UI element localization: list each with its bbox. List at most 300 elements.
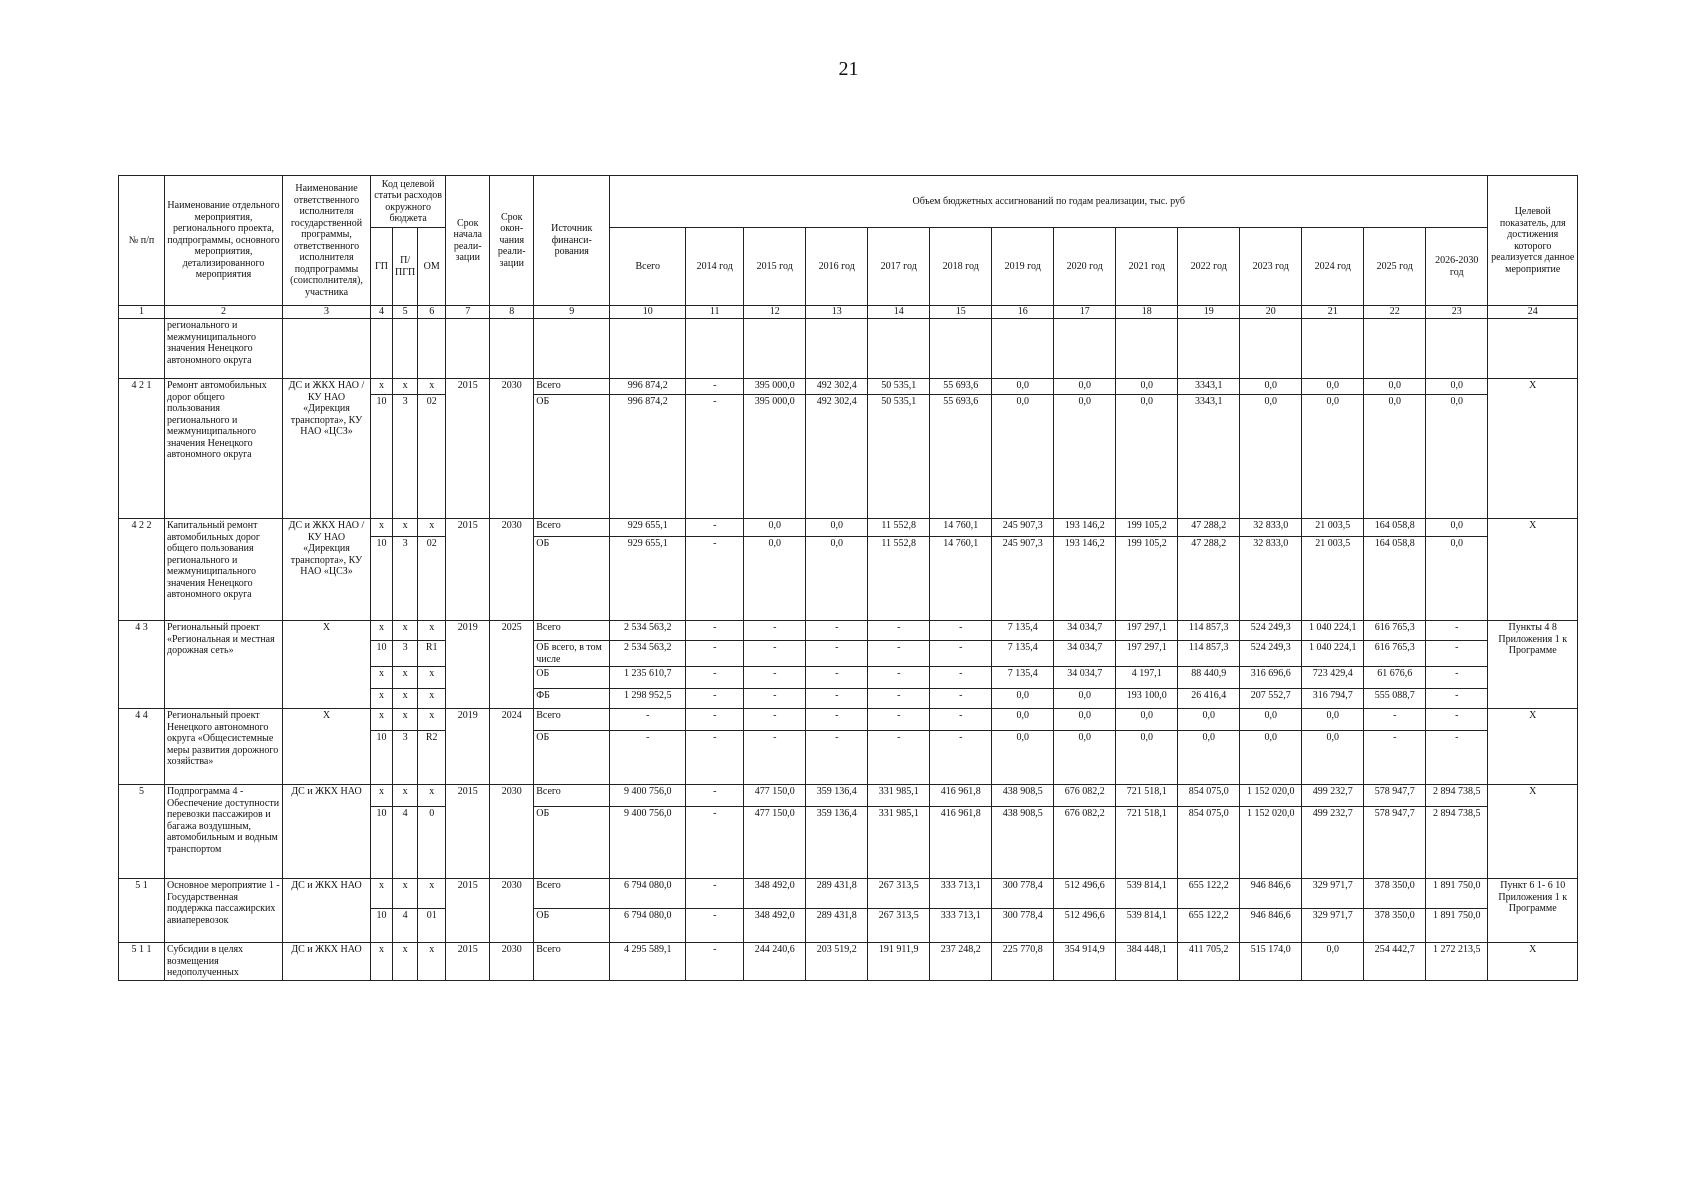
year-value-cell: 164 058,8	[1364, 537, 1426, 621]
code-cell: R2	[418, 731, 446, 785]
row-target: Х	[1488, 709, 1578, 785]
year-value-cell: -	[686, 807, 744, 879]
row-name: Региональный проект «Региональная и местная дорожная сеть»	[165, 621, 283, 709]
year-value-cell: 721 518,1	[1116, 785, 1178, 807]
code-cell: х	[418, 879, 446, 909]
col-number-19: 19	[1178, 306, 1240, 319]
year-value-cell: 34 034,7	[1054, 621, 1116, 641]
year-value-cell: -	[868, 709, 930, 731]
col-number-4: 4	[371, 306, 393, 319]
year-value-cell: 395 000,0	[744, 379, 806, 395]
source-cell: ОБ	[534, 667, 610, 689]
col-number-24: 24	[1488, 306, 1578, 319]
code-cell: х	[418, 667, 446, 689]
header-year-7: 2021 год	[1116, 228, 1178, 306]
year-value-cell: 0,0	[1426, 395, 1488, 519]
code-cell: х	[371, 667, 393, 689]
row-start: 2015	[446, 519, 490, 621]
year-value-cell: 34 034,7	[1054, 667, 1116, 689]
year-value-cell: 197 297,1	[1116, 621, 1178, 641]
year-value-cell: 1 040 224,1	[1302, 621, 1364, 641]
row-number: 5	[119, 785, 165, 879]
source-cell: Всего	[534, 879, 610, 909]
year-value-cell: 0,0	[992, 689, 1054, 709]
year-value-cell: 411 705,2	[1178, 943, 1240, 981]
code-cell: х	[393, 621, 418, 641]
row-start: 2019	[446, 709, 490, 785]
year-value-cell: 114 857,3	[1178, 641, 1240, 667]
year-value-cell: 329 971,7	[1302, 879, 1364, 909]
year-value-cell: 0,0	[1302, 731, 1364, 785]
code-cell: х	[393, 379, 418, 395]
code-cell: х	[371, 879, 393, 909]
total-cell: 929 655,1	[610, 519, 686, 537]
row-start: 2015	[446, 943, 490, 981]
year-value-cell: -	[1364, 709, 1426, 731]
code-cell: х	[371, 519, 393, 537]
year-value-cell: -	[806, 689, 868, 709]
total-cell: 6 794 080,0	[610, 909, 686, 943]
year-value-cell: 578 947,7	[1364, 785, 1426, 807]
year-value-cell: 193 146,2	[1054, 519, 1116, 537]
row-target: Пункт 6 1- 6 10 Приложения 1 к Программе	[1488, 879, 1578, 943]
code-cell: 02	[418, 395, 446, 519]
row-end: 2030	[490, 943, 534, 981]
code-cell: х	[393, 667, 418, 689]
year-value-cell: -	[744, 689, 806, 709]
year-value-cell: 555 088,7	[1364, 689, 1426, 709]
year-value-cell: 359 136,4	[806, 807, 868, 879]
year-value-cell: -	[686, 731, 744, 785]
year-value-cell: 416 961,8	[930, 785, 992, 807]
col-number-12: 12	[744, 306, 806, 319]
source-cell: Всего	[534, 379, 610, 395]
code-cell: 3	[393, 641, 418, 667]
row-start: 2015	[446, 379, 490, 519]
year-value-cell: 0,0	[1240, 709, 1302, 731]
year-value-cell: -	[1364, 731, 1426, 785]
code-cell: х	[371, 785, 393, 807]
year-value-cell: 359 136,4	[806, 785, 868, 807]
year-value-cell: 539 814,1	[1116, 909, 1178, 943]
header-year-4: 2018 год	[930, 228, 992, 306]
col-number-7: 7	[446, 306, 490, 319]
source-cell: ОБ	[534, 731, 610, 785]
year-value-cell: 499 232,7	[1302, 785, 1364, 807]
year-value-cell: -	[930, 641, 992, 667]
code-cell: R1	[418, 641, 446, 667]
year-value-cell: 244 240,6	[744, 943, 806, 981]
code-cell: х	[393, 709, 418, 731]
row-number: 4 2 2	[119, 519, 165, 621]
col-number-10: 10	[610, 306, 686, 319]
col-number-1: 1	[119, 306, 165, 319]
row-target: Х	[1488, 785, 1578, 879]
source-cell: ОБ	[534, 909, 610, 943]
header-year-3: 2017 год	[868, 228, 930, 306]
row-end: 2030	[490, 379, 534, 519]
year-value-cell: 416 961,8	[930, 807, 992, 879]
year-value-cell: 492 302,4	[806, 395, 868, 519]
year-value-cell: 254 442,7	[1364, 943, 1426, 981]
col-number-20: 20	[1240, 306, 1302, 319]
row-start: 2019	[446, 621, 490, 709]
header-total: Всего	[610, 228, 686, 306]
header-end: Срок окон- чания реали- зации	[490, 176, 534, 306]
year-value-cell: 14 760,1	[930, 519, 992, 537]
year-value-cell: 193 146,2	[1054, 537, 1116, 621]
year-value-cell: 0,0	[1054, 379, 1116, 395]
table-body	[119, 176, 1578, 981]
code-cell: 01	[418, 909, 446, 943]
year-value-cell: 524 249,3	[1240, 641, 1302, 667]
year-value-cell: -	[806, 641, 868, 667]
header-volume-group: Объем бюджетных ассигнований по годам реализации, тыс. руб	[610, 176, 1488, 228]
header-name: Наименование отдельного мероприятия, регионального проекта, подпрограммы, основного мероприятия, детализированного мероприятия	[165, 176, 283, 306]
table-row	[119, 943, 1578, 981]
year-value-cell: 676 082,2	[1054, 807, 1116, 879]
year-value-cell: 316 794,7	[1302, 689, 1364, 709]
year-value-cell: -	[930, 709, 992, 731]
year-value-cell: 11 552,8	[868, 519, 930, 537]
total-cell: 2 534 563,2	[610, 641, 686, 667]
year-value-cell: -	[930, 731, 992, 785]
code-cell: 10	[371, 537, 393, 621]
year-value-cell: -	[744, 641, 806, 667]
year-value-cell: 50 535,1	[868, 395, 930, 519]
code-cell: 4	[393, 807, 418, 879]
year-value-cell: -	[930, 689, 992, 709]
source-cell: ОБ	[534, 537, 610, 621]
year-value-cell: 0,0	[806, 537, 868, 621]
row-end: 2024	[490, 709, 534, 785]
year-value-cell: -	[1426, 641, 1488, 667]
total-cell: 996 874,2	[610, 379, 686, 395]
year-value-cell: -	[744, 667, 806, 689]
year-value-cell: 0,0	[1054, 689, 1116, 709]
year-value-cell: 578 947,7	[1364, 807, 1426, 879]
row-executor: ДС и ЖКХ НАО	[283, 879, 371, 943]
year-value-cell: 524 249,3	[1240, 621, 1302, 641]
table-row	[119, 785, 1578, 807]
year-value-cell: -	[806, 709, 868, 731]
year-value-cell: -	[686, 641, 744, 667]
year-value-cell: -	[806, 731, 868, 785]
year-value-cell: 331 985,1	[868, 807, 930, 879]
row-name: Подпрограмма 4 - Обеспечение доступности перевозки пассажиров и багажа воздушным, автомобильным и водным транспортом	[165, 785, 283, 879]
year-value-cell: 721 518,1	[1116, 807, 1178, 879]
year-value-cell: 0,0	[744, 519, 806, 537]
year-value-cell: 512 496,6	[1054, 879, 1116, 909]
total-cell: 2 534 563,2	[610, 621, 686, 641]
year-value-cell: 47 288,2	[1178, 537, 1240, 621]
year-value-cell: 26 416,4	[1178, 689, 1240, 709]
col-number-8: 8	[490, 306, 534, 319]
source-cell: ОБ	[534, 807, 610, 879]
code-cell: 10	[371, 395, 393, 519]
total-cell: -	[610, 709, 686, 731]
source-cell: Всего	[534, 943, 610, 981]
code-cell: х	[393, 689, 418, 709]
source-cell: Всего	[534, 621, 610, 641]
year-value-cell: 61 676,6	[1364, 667, 1426, 689]
row-number: 4 2 1	[119, 379, 165, 519]
year-value-cell: 616 765,3	[1364, 621, 1426, 641]
year-value-cell: 1 152 020,0	[1240, 785, 1302, 807]
row-target: Пункты 4 8 Приложения 1 к Программе	[1488, 621, 1578, 709]
year-value-cell: 11 552,8	[868, 537, 930, 621]
col-number-5: 5	[393, 306, 418, 319]
year-value-cell: -	[744, 731, 806, 785]
year-value-cell: 395 000,0	[744, 395, 806, 519]
code-cell: х	[393, 519, 418, 537]
year-value-cell: -	[686, 785, 744, 807]
year-value-cell: 199 105,2	[1116, 537, 1178, 621]
year-value-cell: 438 908,5	[992, 807, 1054, 879]
table-row	[119, 709, 1578, 731]
source-cell: Всего	[534, 709, 610, 731]
year-value-cell: 378 350,0	[1364, 879, 1426, 909]
row-target: Х	[1488, 379, 1578, 519]
row-executor: Х	[283, 621, 371, 709]
year-value-cell: 333 713,1	[930, 879, 992, 909]
header-row-1	[119, 176, 1578, 228]
year-value-cell: 0,0	[1302, 379, 1364, 395]
year-value-cell: -	[806, 667, 868, 689]
header-year-10: 2024 год	[1302, 228, 1364, 306]
year-value-cell: 300 778,4	[992, 879, 1054, 909]
year-value-cell: -	[686, 667, 744, 689]
col-number-2: 2	[165, 306, 283, 319]
row-number: 5 1	[119, 879, 165, 943]
code-cell: х	[418, 519, 446, 537]
year-value-cell: 329 971,7	[1302, 909, 1364, 943]
table-row	[119, 519, 1578, 537]
page-number: 21	[838, 58, 859, 80]
year-value-cell: 0,0	[1240, 395, 1302, 519]
code-cell: х	[418, 689, 446, 709]
year-value-cell: -	[806, 621, 868, 641]
year-value-cell: -	[686, 943, 744, 981]
row-executor: ДС и ЖКХ НАО /КУ НАО «Дирекция транспорта», КУ НАО «ЦСЗ»	[283, 519, 371, 621]
col-number-9: 9	[534, 306, 610, 319]
year-value-cell: -	[868, 731, 930, 785]
year-value-cell: 32 833,0	[1240, 537, 1302, 621]
year-value-cell: -	[1426, 689, 1488, 709]
year-value-cell: -	[686, 379, 744, 395]
row-number: 4 4	[119, 709, 165, 785]
code-cell: х	[393, 879, 418, 909]
total-cell: 996 874,2	[610, 395, 686, 519]
year-value-cell: 0,0	[1054, 731, 1116, 785]
row-number: 4 3	[119, 621, 165, 709]
year-value-cell: -	[868, 667, 930, 689]
year-value-cell: 1 152 020,0	[1240, 807, 1302, 879]
year-value-cell: 348 492,0	[744, 909, 806, 943]
source-cell: Всего	[534, 785, 610, 807]
total-cell: 9 400 756,0	[610, 785, 686, 807]
total-cell: 4 295 589,1	[610, 943, 686, 981]
year-value-cell: 0,0	[992, 395, 1054, 519]
year-value-cell: 21 003,5	[1302, 537, 1364, 621]
year-value-cell: 348 492,0	[744, 879, 806, 909]
column-number-row	[119, 306, 1578, 319]
code-cell: 10	[371, 731, 393, 785]
code-cell: х	[393, 785, 418, 807]
col-number-17: 17	[1054, 306, 1116, 319]
year-value-cell: 946 846,6	[1240, 879, 1302, 909]
code-cell: 3	[393, 537, 418, 621]
row-end: 2030	[490, 879, 534, 943]
row-number: 5 1 1	[119, 943, 165, 981]
header-year-6: 2020 год	[1054, 228, 1116, 306]
year-value-cell: 477 150,0	[744, 807, 806, 879]
year-value-cell: 0,0	[1178, 709, 1240, 731]
header-no: № п/п	[119, 176, 165, 306]
year-value-cell: 0,0	[1426, 537, 1488, 621]
year-value-cell: 289 431,8	[806, 879, 868, 909]
col-number-6: 6	[418, 306, 446, 319]
row-name: Субсидии в целях возмещения недополученных	[165, 943, 283, 981]
row-name: Ремонт автомобильных дорог общего пользования регионального и межмуниципального значения Ненецкого автономного округа	[165, 379, 283, 519]
year-value-cell: 0,0	[806, 519, 868, 537]
year-value-cell: 225 770,8	[992, 943, 1054, 981]
year-value-cell: 946 846,6	[1240, 909, 1302, 943]
row-executor: Х	[283, 709, 371, 785]
year-value-cell: 378 350,0	[1364, 909, 1426, 943]
year-value-cell: 854 075,0	[1178, 807, 1240, 879]
code-cell: 02	[418, 537, 446, 621]
header-target: Целевой показатель, для достижения которого реализуется данное мероприятие	[1488, 176, 1578, 306]
year-value-cell: 199 105,2	[1116, 519, 1178, 537]
header-code-group: Код целевой статьи расходов окружного бюджета	[371, 176, 446, 228]
year-value-cell: 0,0	[1054, 709, 1116, 731]
year-value-cell: 197 297,1	[1116, 641, 1178, 667]
table-row	[119, 621, 1578, 641]
year-value-cell: 193 100,0	[1116, 689, 1178, 709]
year-value-cell: 316 696,6	[1240, 667, 1302, 689]
row-name: Основное мероприятие 1 - Государственная поддержка пассажирских авиаперевозок	[165, 879, 283, 943]
year-value-cell: 0,0	[1116, 709, 1178, 731]
code-cell: х	[393, 943, 418, 981]
budget-table-container	[118, 175, 1578, 981]
year-value-cell: 0,0	[744, 537, 806, 621]
year-value-cell: -	[930, 621, 992, 641]
year-value-cell: -	[868, 641, 930, 667]
code-cell: 3	[393, 731, 418, 785]
year-value-cell: 0,0	[1116, 379, 1178, 395]
year-value-cell: 7 135,4	[992, 667, 1054, 689]
code-cell: х	[418, 943, 446, 981]
row-executor: ДС и ЖКХ НАО	[283, 785, 371, 879]
row-end: 2030	[490, 519, 534, 621]
year-value-cell: 245 907,3	[992, 519, 1054, 537]
year-value-cell: 655 122,2	[1178, 909, 1240, 943]
year-value-cell: -	[686, 689, 744, 709]
code-cell: 0	[418, 807, 446, 879]
year-value-cell: 0,0	[1116, 395, 1178, 519]
year-value-cell: 2 894 738,5	[1426, 785, 1488, 807]
year-value-cell: 289 431,8	[806, 909, 868, 943]
row-start: 2015	[446, 785, 490, 879]
total-cell: -	[610, 731, 686, 785]
row-end: 2025	[490, 621, 534, 709]
year-value-cell: -	[868, 689, 930, 709]
row-start: 2015	[446, 879, 490, 943]
year-value-cell: 492 302,4	[806, 379, 868, 395]
year-value-cell: 0,0	[992, 731, 1054, 785]
year-value-cell: 477 150,0	[744, 785, 806, 807]
year-value-cell: 2 894 738,5	[1426, 807, 1488, 879]
year-value-cell: 267 313,5	[868, 879, 930, 909]
table-row	[119, 379, 1578, 395]
col-number-21: 21	[1302, 306, 1364, 319]
year-value-cell: -	[686, 621, 744, 641]
header-year-0: 2014 год	[686, 228, 744, 306]
year-value-cell: 1 891 750,0	[1426, 909, 1488, 943]
year-value-cell: 34 034,7	[1054, 641, 1116, 667]
year-value-cell: 0,0	[1116, 731, 1178, 785]
year-value-cell: 0,0	[992, 709, 1054, 731]
year-value-cell: 3343,1	[1178, 379, 1240, 395]
year-value-cell: 1 272 213,5	[1426, 943, 1488, 981]
year-value-cell: 7 135,4	[992, 621, 1054, 641]
col-number-3: 3	[283, 306, 371, 319]
row-target: Х	[1488, 519, 1578, 621]
code-cell: 3	[393, 395, 418, 519]
code-cell: х	[418, 785, 446, 807]
total-cell: 1 235 610,7	[610, 667, 686, 689]
year-value-cell: 676 082,2	[1054, 785, 1116, 807]
year-value-cell: 0,0	[1364, 379, 1426, 395]
year-value-cell: 0,0	[1426, 519, 1488, 537]
year-value-cell: 207 552,7	[1240, 689, 1302, 709]
header-year-5: 2019 год	[992, 228, 1054, 306]
year-value-cell: 245 907,3	[992, 537, 1054, 621]
year-value-cell: 1 040 224,1	[1302, 641, 1364, 667]
year-value-cell: 384 448,1	[1116, 943, 1178, 981]
year-value-cell: -	[868, 621, 930, 641]
header-source: Источник финанси- рования	[534, 176, 610, 306]
year-value-cell: 354 914,9	[1054, 943, 1116, 981]
row-name: Региональный проект Ненецкого автономного округа «Общесистемные меры развития дорожного хозяйства»	[165, 709, 283, 785]
year-value-cell: 0,0	[1240, 379, 1302, 395]
year-value-cell: -	[1426, 731, 1488, 785]
year-value-cell: 3343,1	[1178, 395, 1240, 519]
year-value-cell: 512 496,6	[1054, 909, 1116, 943]
header-year-2: 2016 год	[806, 228, 868, 306]
year-value-cell: 616 765,3	[1364, 641, 1426, 667]
code-cell: х	[371, 943, 393, 981]
year-value-cell: 854 075,0	[1178, 785, 1240, 807]
code-cell: х	[418, 379, 446, 395]
year-value-cell: -	[744, 709, 806, 731]
year-value-cell: 0,0	[1364, 395, 1426, 519]
source-cell: ОБ	[534, 395, 610, 519]
code-cell: х	[371, 709, 393, 731]
year-value-cell: -	[744, 621, 806, 641]
year-value-cell: 0,0	[1302, 943, 1364, 981]
year-value-cell: 55 693,6	[930, 379, 992, 395]
year-value-cell: 1 891 750,0	[1426, 879, 1488, 909]
year-value-cell: -	[1426, 621, 1488, 641]
header-year-12: 2026-2030 год	[1426, 228, 1488, 306]
year-value-cell: 499 232,7	[1302, 807, 1364, 879]
header-code-pgp: П/ПГП	[393, 228, 418, 306]
header-code-gp: ГП	[371, 228, 393, 306]
code-cell: х	[371, 621, 393, 641]
year-value-cell: 50 535,1	[868, 379, 930, 395]
